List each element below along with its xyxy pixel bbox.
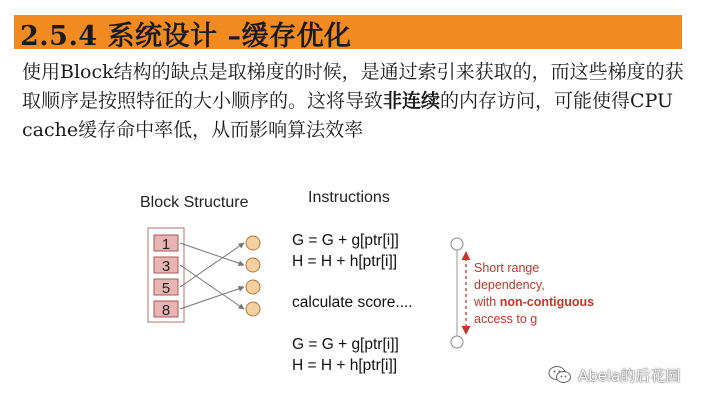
feature-node — [246, 280, 260, 294]
annotation-emphasis: non-contiguous — [499, 295, 595, 309]
wechat-icon — [548, 365, 572, 385]
index-arrow — [180, 287, 244, 309]
instruction-line: G = G + g[ptr[i]] — [292, 336, 399, 353]
annotation-line-3: with — [474, 295, 500, 309]
annotation-line-2: dependency, — [474, 278, 545, 292]
block-cell — [154, 279, 178, 297]
watermark — [548, 362, 680, 388]
block-label: 1 — [161, 236, 171, 253]
dependency-endpoint — [451, 238, 463, 250]
block-cell — [154, 257, 178, 275]
instruction-line: H = H + h[ptr[i]] — [292, 357, 398, 374]
instruction-line: H = H + h[ptr[i]] — [292, 253, 398, 270]
index-arrow — [180, 243, 244, 265]
paragraph-emphasis: 非连续 — [383, 90, 441, 112]
block-label: 3 — [161, 258, 171, 275]
block-label: 5 — [161, 280, 171, 297]
index-arrow — [180, 265, 244, 309]
block-cell — [154, 235, 178, 253]
feature-node — [246, 302, 260, 316]
annotation-line-1: Short range — [474, 261, 540, 275]
dependency-endpoint — [451, 336, 463, 348]
instructions-heading: Instructions — [308, 189, 390, 206]
watermark-text: Abela的后花园 — [578, 366, 681, 385]
index-arrow — [180, 243, 244, 287]
block-cell — [154, 301, 178, 319]
paragraph-text-2: 的内存访问，可能使得CPU cache缓存命中率低，从而影响算法效率 — [22, 90, 674, 141]
paragraph-text-1: 使用Block结构的缺点是取梯度的时候，是通过索引来获取的，而这些梯度的获取顺序是按照特征的大小顺序的。这将导致 — [22, 61, 684, 112]
instruction-line: G = G + g[ptr[i]] — [292, 232, 399, 249]
block-label: 8 — [161, 302, 171, 319]
instruction-line: calculate score.... — [292, 294, 413, 311]
feature-node — [246, 236, 260, 250]
annotation-text — [473, 261, 598, 326]
slide-title: 2.5.4 系统设计 –缓存优化 — [20, 21, 352, 52]
block-structure-heading: Block Structure — [140, 194, 249, 211]
feature-node — [246, 258, 260, 272]
annotation-line-4: access to g — [474, 312, 538, 326]
